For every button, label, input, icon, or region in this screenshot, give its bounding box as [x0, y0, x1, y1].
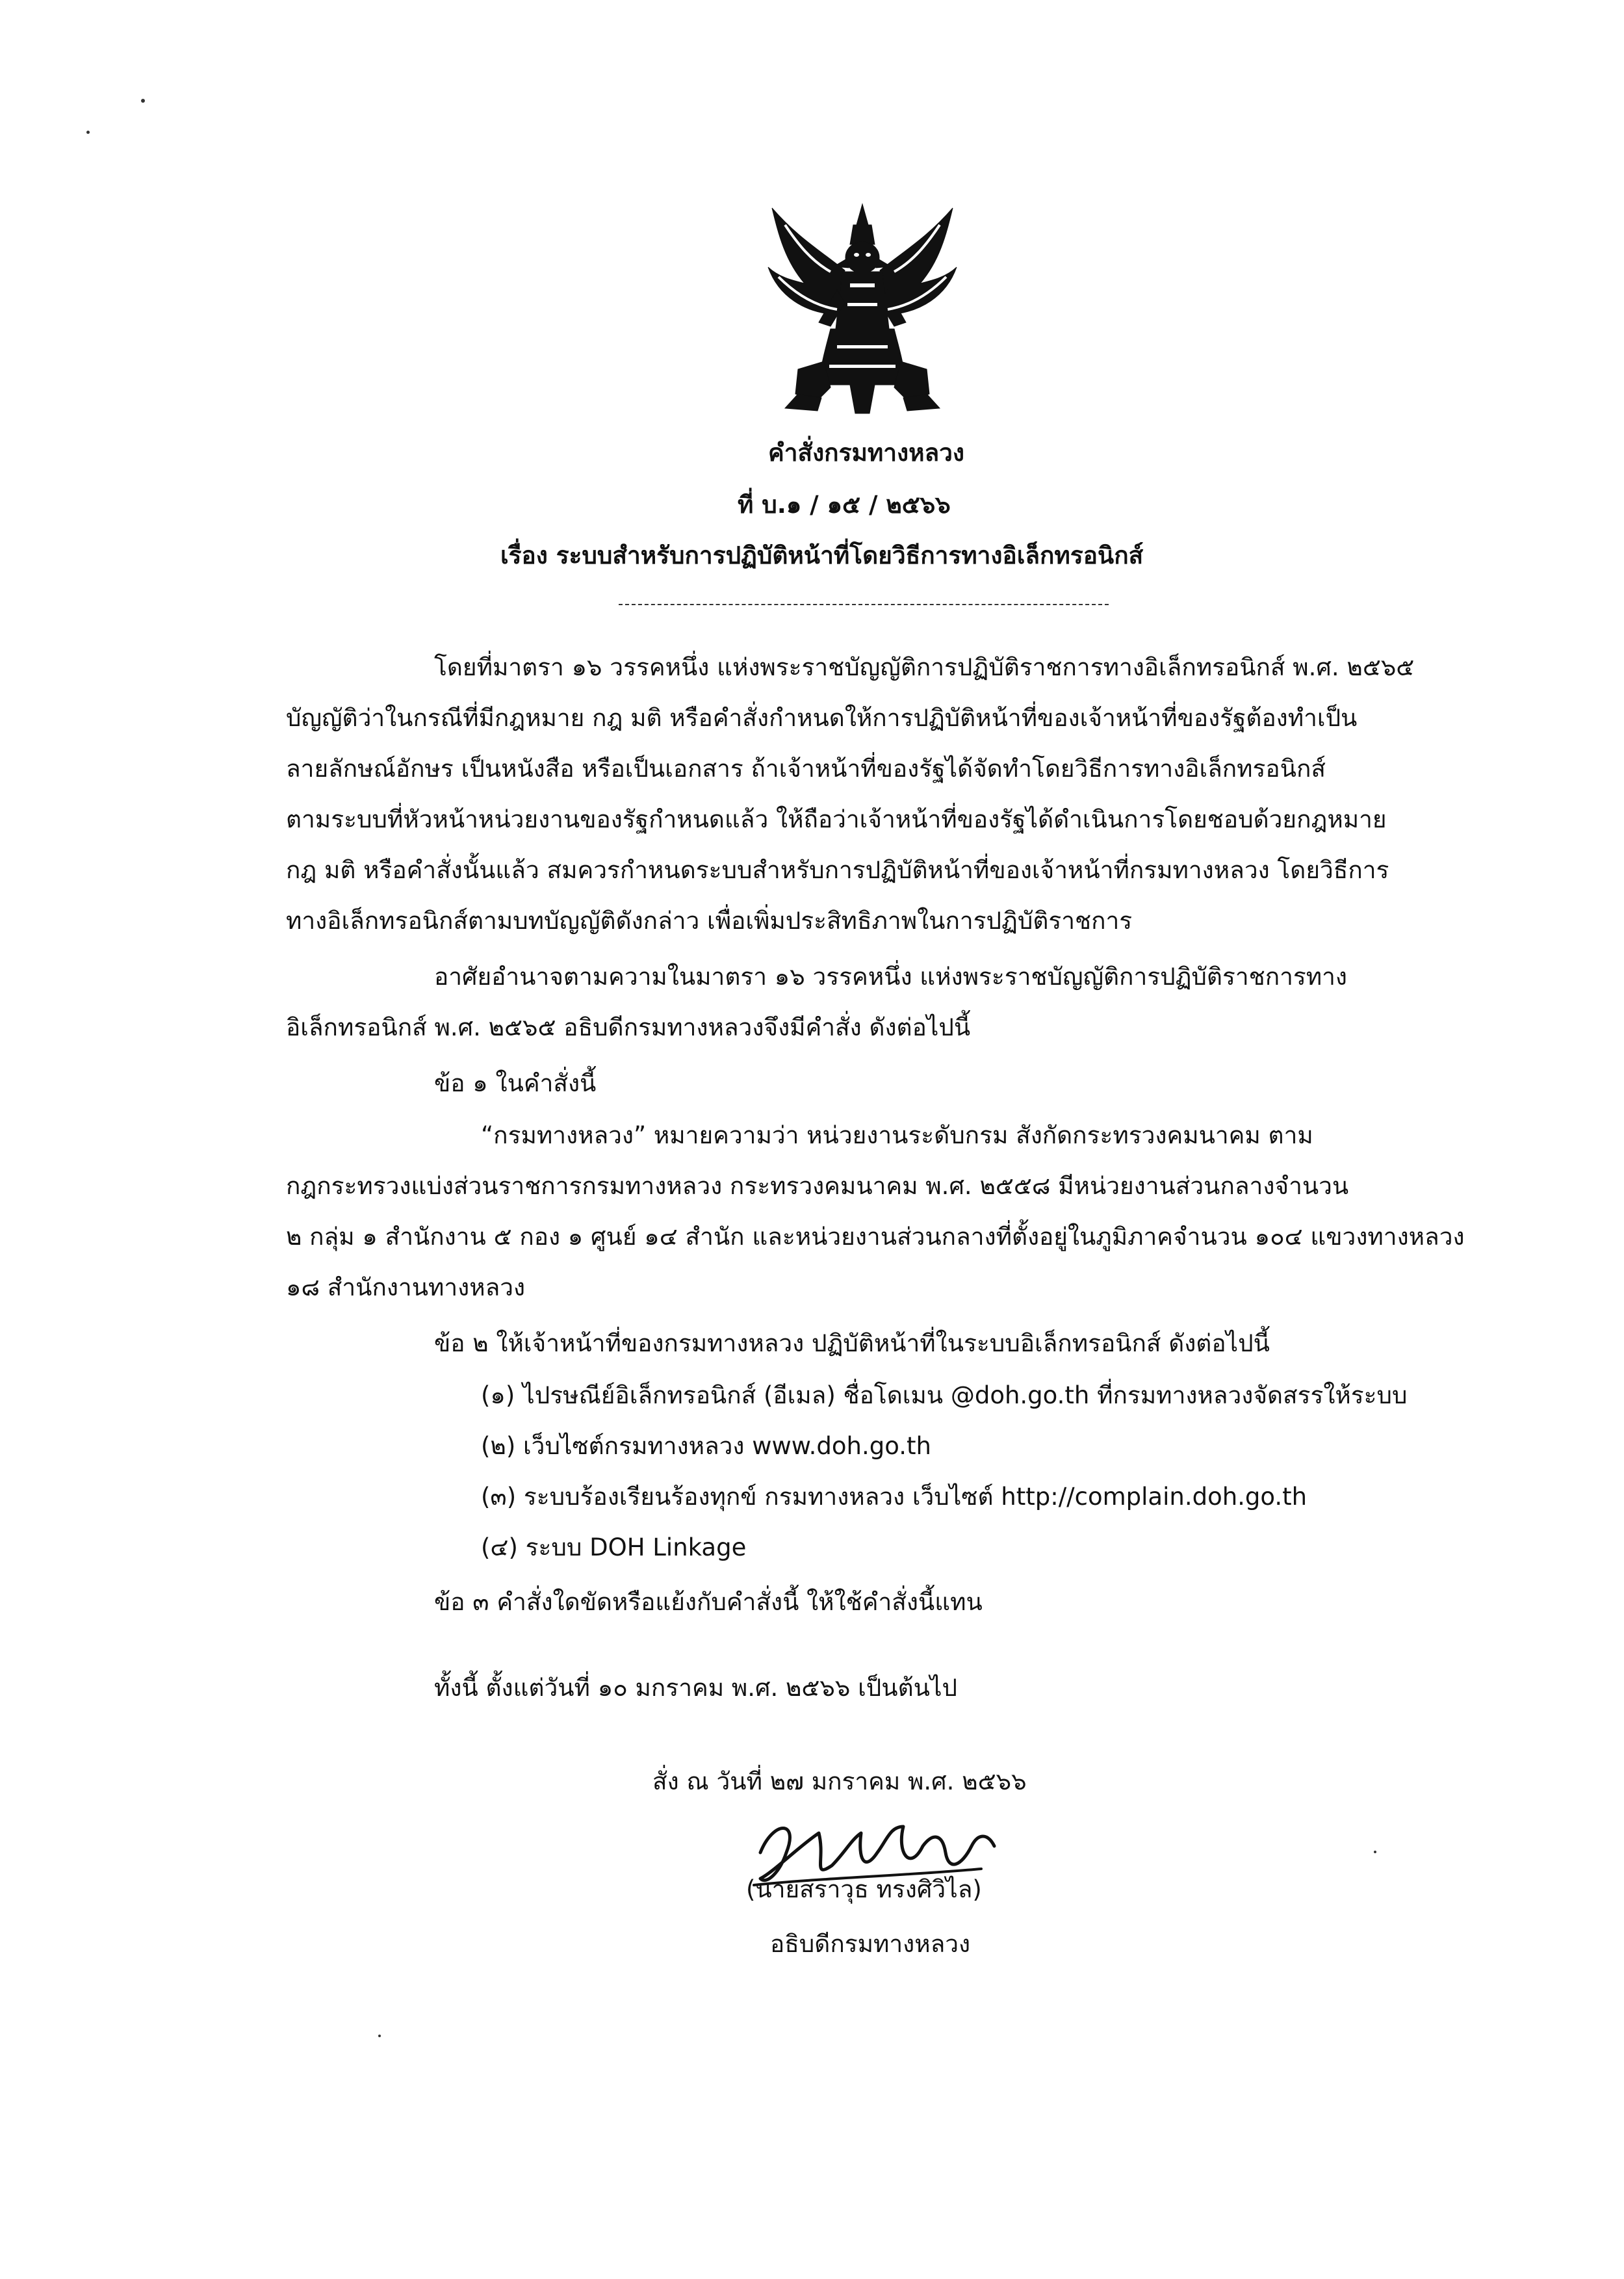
- scan-speck: [86, 131, 90, 134]
- clause2-item: (๔) ระบบ DOH Linkage: [481, 1533, 747, 1561]
- clause2-item: (๒) เว็บไซต์กรมทางหลวง www.doh.go.th: [481, 1432, 931, 1460]
- effective-date: ทั้งนี้ ตั้งแต่วันที่ ๑๐ มกราคม พ.ศ. ๒๕๖๖ เป็นต้นไป: [434, 1674, 958, 1702]
- clause3: ข้อ ๓ คำสั่งใดขัดหรือแย้งกับคำสั่งนี้ ให้ใช้คำสั่งนี้แทน: [434, 1588, 983, 1616]
- clause2-item: (๓) ระบบร้องเรียนร้องทุกข์ กรมทางหลวง เว็บไซต์ http://complain.doh.go.th: [481, 1483, 1308, 1511]
- para1-line: ทางอิเล็กทรอนิกส์ตามบทบัญญัติดังกล่าว เพื่อเพิ่มประสิทธิภาพในการปฏิบัติราชการ: [286, 907, 1133, 935]
- scan-speck: [378, 2035, 381, 2037]
- clause1-line: “กรมทางหลวง” หมายความว่า หน่วยงานระดับกรม สังกัดกระทรวงคมนาคม ตาม: [481, 1121, 1313, 1149]
- clause1-line: กฎกระทรวงแบ่งส่วนราชการกรมทางหลวง กระทรวงคมนาคม พ.ศ. ๒๕๕๘ มีหน่วยงานส่วนกลางจำนวน: [286, 1172, 1349, 1200]
- clause2-item: (๑) ไปรษณีย์อิเล็กทรอนิกส์ (อีเมล) ชื่อโดเมน @doh.go.th ที่กรมทางหลวงจัดสรรให้ระบบ: [481, 1381, 1408, 1409]
- document-number: ที่ บ.๑ / ๑๕ / ๒๕๖๖: [738, 491, 951, 519]
- clause1-heading: ข้อ ๑ ในคำสั่งนี้: [434, 1069, 597, 1097]
- signatory-position: อธิบดีกรมทางหลวง: [770, 1930, 971, 1958]
- scan-speck: [141, 99, 145, 103]
- para1-line: โดยที่มาตรา ๑๖ วรรคหนึ่ง แห่งพระราชบัญญัติการปฏิบัติราชการทางอิเล็กทรอนิกส์ พ.ศ. ๒๕๖๕: [434, 653, 1415, 681]
- para1-line: ตามระบบที่หัวหน้าหน่วยงานของรัฐกำหนดแล้ว ให้ถือว่าเจ้าหน้าที่ของรัฐได้ดำเนินการโดยชอบด้วยกฎหมาย: [286, 805, 1387, 833]
- para1-line: บัญญัติว่าในกรณีที่มีกฎหมาย กฎ มติ หรือคำสั่งกำหนดให้การปฏิบัติหน้าที่ของเจ้าหน้าที่ของรัฐต้องทำเป็น: [286, 704, 1358, 732]
- header-divider: [619, 604, 1109, 605]
- document-subject: เรื่อง ระบบสำหรับการปฏิบัติหน้าที่โดยวิธีการทางอิเล็กทรอนิกส์: [500, 541, 1144, 569]
- garuda-emblem-icon: [759, 199, 966, 415]
- document-title: คำสั่งกรมทางหลวง: [768, 439, 964, 467]
- scan-speck: [1374, 1851, 1376, 1853]
- clause1-line: ๑๘ สำนักงานทางหลวง: [286, 1273, 526, 1301]
- signatory-name: (นายสราวุธ ทรงศิวิไล): [746, 1875, 982, 1903]
- clause2-heading: ข้อ ๒ ให้เจ้าหน้าที่ของกรมทางหลวง ปฏิบัติหน้าที่ในระบบอิเล็กทรอนิกส์ ดังต่อไปนี้: [434, 1329, 1270, 1357]
- clause1-line: ๒ กลุ่ม ๑ สำนักงาน ๕ กอง ๑ ศูนย์ ๑๔ สำนัก และหน่วยงานส่วนกลางที่ตั้งอยู่ในภูมิภาคจำนวน ๑๐๔ แขวงทางหลวง: [286, 1223, 1465, 1251]
- para1-line: กฎ มติ หรือคำสั่งนั้นแล้ว สมควรกำหนดระบบสำหรับการปฏิบัติหน้าที่ของเจ้าหน้าที่กรมทางหลวง โดยวิธีการ: [286, 856, 1389, 884]
- para1-line: ลายลักษณ์อักษร เป็นหนังสือ หรือเป็นเอกสาร ถ้าเจ้าหน้าที่ของรัฐได้จัดทำโดยวิธีการทางอิเล็กทรอนิกส์: [286, 755, 1326, 783]
- para2-line: อิเล็กทรอนิกส์ พ.ศ. ๒๕๖๕ อธิบดีกรมทางหลวงจึงมีคำสั่ง ดังต่อไปนี้: [286, 1013, 971, 1041]
- signing-date: สั่ง ณ วันที่ ๒๗ มกราคม พ.ศ. ๒๕๖๖: [652, 1767, 1027, 1795]
- para2-line: อาศัยอำนาจตามความในมาตรา ๑๖ วรรคหนึ่ง แห่งพระราชบัญญัติการปฏิบัติราชการทาง: [434, 963, 1347, 991]
